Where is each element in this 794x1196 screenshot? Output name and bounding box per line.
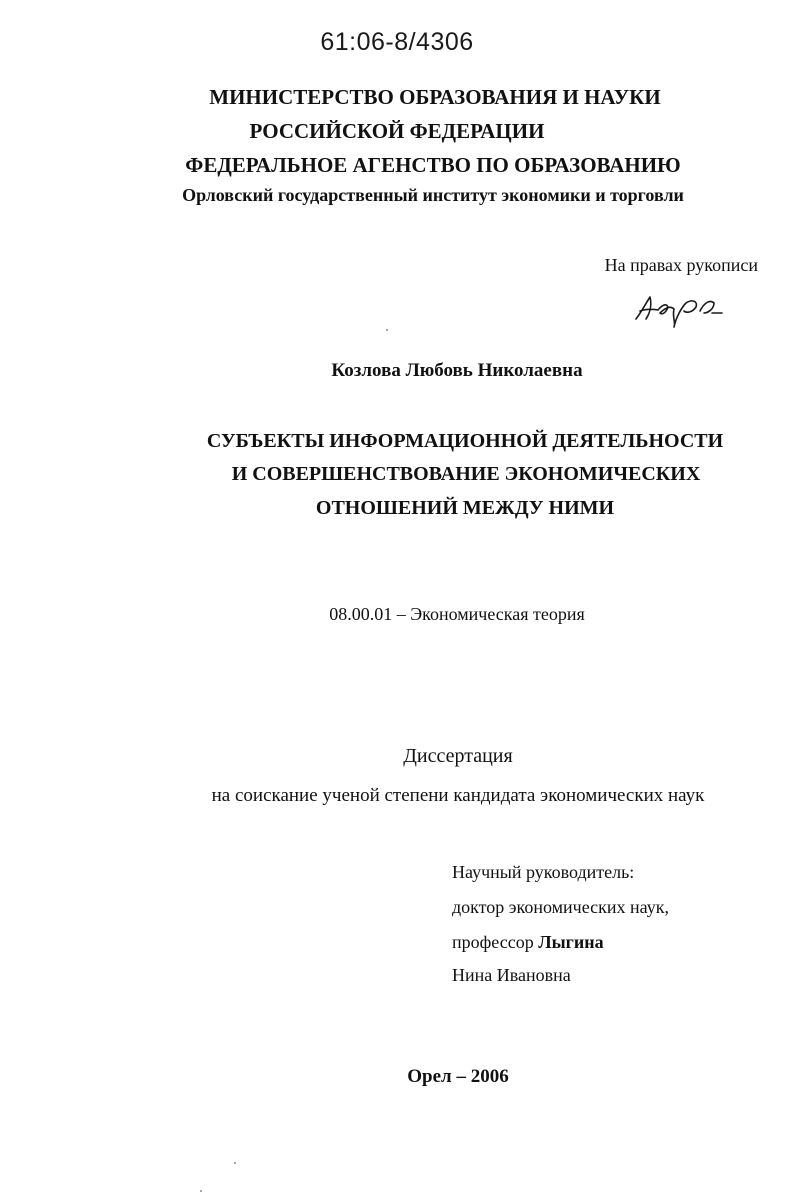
ministry-line-2: РОССИЙСКОЙ ФЕДЕРАЦИИ [249, 119, 545, 143]
advisor-given-names: Нина Ивановна [452, 965, 571, 985]
city-year: Орел – 2006 [407, 1066, 509, 1087]
advisor-degree: доктор экономических наук, [452, 897, 669, 917]
scan-speck [234, 1162, 236, 1164]
title-line-1: СУБЪЕКТЫ ИНФОРМАЦИОННОЙ ДЕЯТЕЛЬНОСТИ [206, 430, 724, 452]
agency-name: ФЕДЕРАЛЬНОЕ АГЕНСТВО ПО ОБРАЗОВАНИЮ [185, 153, 681, 177]
advisor-rank-surname [452, 925, 604, 960]
author-name: Козлова Любовь Николаевна [331, 360, 583, 381]
archive-stamp-number: 61:06-8/4306 [320, 28, 474, 56]
advisor-surname: Лыгина [538, 932, 604, 952]
manuscript-note: На правах рукописи [604, 255, 758, 275]
degree-purpose: на соискание ученой степени кандидата экономических наук [211, 785, 705, 806]
institute-name: Орловский государственный институт экономики и торговли [182, 185, 684, 205]
scan-speck [200, 1190, 202, 1192]
advisor-label: Научный руководитель: [452, 862, 635, 882]
specialty-code: 08.00.01 – Экономическая теория [329, 604, 585, 624]
signature-icon [628, 283, 738, 329]
title-line-3: ОТНОШЕНИЙ МЕЖДУ НИМИ [315, 497, 615, 519]
advisor-rank: профессор [452, 932, 534, 952]
title-line-2: И СОВЕРШЕНСТВОВАНИЕ ЭКОНОМИЧЕСКИХ [231, 463, 701, 485]
ministry-line-1: МИНИСТЕРСТВО ОБРАЗОВАНИЯ И НАУКИ [209, 85, 661, 109]
scan-speck [386, 329, 388, 331]
document-type: Диссертация [403, 745, 513, 767]
